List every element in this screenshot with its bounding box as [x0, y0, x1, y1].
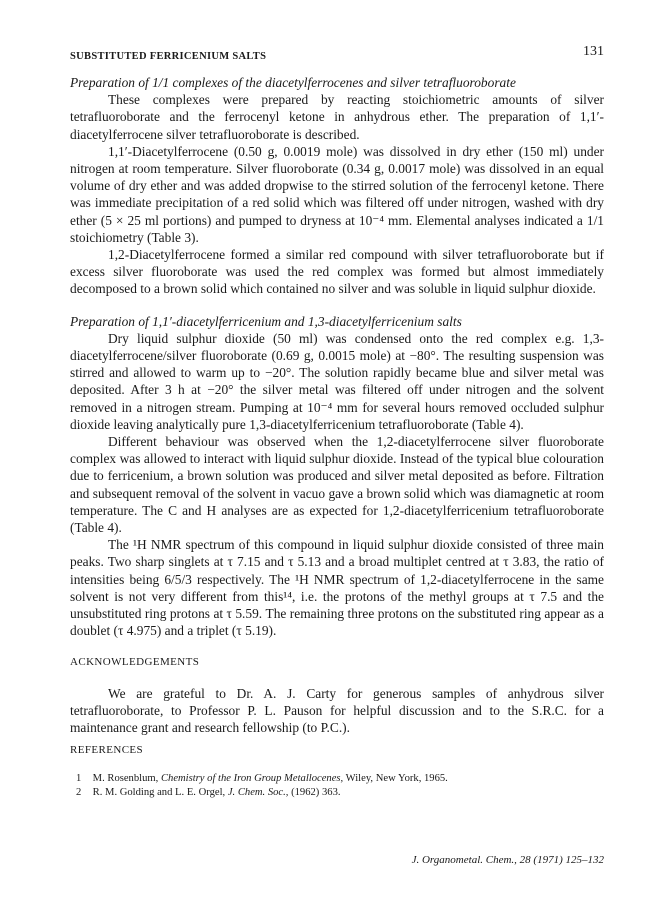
reference-number: 1	[76, 772, 82, 784]
journal-citation: J. Organometal. Chem., 28 (1971) 125–132	[411, 854, 604, 866]
reference-item	[76, 772, 604, 786]
reference-list	[70, 772, 604, 800]
reference-details: (1962) 363.	[291, 786, 341, 798]
page-number: 131	[583, 44, 604, 59]
paragraph: These complexes were prepared by reacting stoichiometric amounts of silver tetrafluoroborate and the ferrocenyl ketone in anhydrous ether. The preparation of 1,1′-diacetylferrocene silver tetrafluoroborate is described.	[70, 92, 604, 142]
reference-number: 2	[76, 786, 82, 798]
section-heading-preparation-complexes: Preparation of 1/1 complexes of the diacetylferrocenes and silver tetrafluoroborate	[70, 75, 516, 90]
references-heading: REFERENCES	[70, 744, 144, 757]
reference-authors: R. M. Golding and L. E. Orgel,	[92, 786, 226, 798]
reference-details: Wiley, New York, 1965.	[345, 772, 448, 784]
reference-title: Chemistry of the Iron Group Metallocenes,	[160, 772, 344, 784]
paragraph: The ¹H NMR spectrum of this compound in liquid sulphur dioxide consisted of three main peaks. Two sharp singlets at τ 7.15 and τ 5.13 and a broad multiplet centred at τ 3.83, the ratio of intensities being 6/5/3 respectively. The ¹H NMR spectrum of 1,2-diacetylferrocene in the same solvent is not very different from this¹⁴, i.e. the protons of the methyl groups at τ 7.5 and the unsubstituted ring protons at τ 5.59. The remaining three protons on the substituted ring appear as a doublet (τ 4.975) and a triplet (τ 5.19).	[70, 537, 604, 639]
paragraph: 1,1′-Diacetylferrocene (0.50 g, 0.0019 mole) was dissolved in dry ether (150 ml) under nitrogen at room temperature. Silver fluoroborate (0.34 g, 0.0017 mole) was dissolved in an equal volume of dry ether and was added dropwise to the stirred solution of the ferrocenyl ketone. There was immediate precipitation of a red solid which was filtered off under nitrogen, washed with dry ether (5 × 25 ml portions) and pumped to dryness at 10⁻⁴ mm. Elemental analyses indicated a 1/1 stoichiometry (Table 3).	[70, 143, 604, 245]
paragraph: Different behaviour was observed when the 1,2-diacetylferrocene silver fluoroborate complex was allowed to interact with liquid sulphur dioxide. Instead of the typical blue colouration due to ferricenium, a brown solution was produced and silver metal deposited as before. Filtration and subsequent removal of the solvent in vacuo gave a brown solid which was diamagnetic at room temperature. The C and H analyses are as expected for 1,2-diacetylferricenium tetrafluoroborate (Table 4).	[70, 434, 604, 536]
running-head	[70, 46, 604, 65]
acknowledgements-text: We are grateful to Dr. A. J. Carty for generous samples of anhydrous silver tetrafluoroborate, to Professor P. L. Pauson for helpful discussion and to the S.R.C. for a maintenance grant and research fellowship (to P.C.).	[70, 685, 604, 736]
reference-title: J. Chem. Soc.,	[227, 786, 289, 798]
reference-item	[76, 786, 604, 800]
body-text	[70, 74, 604, 800]
paragraph: 1,2-Diacetylferrocene formed a similar red compound with silver tetrafluoroborate but if excess silver fluoroborate was used the red complex was formed but almost immediately decomposed to a brown solid which contained no silver and was soluble in liquid sulphur dioxide.	[70, 247, 604, 297]
section-heading-preparation-salts: Preparation of 1,1′-diacetylferricenium and 1,3-diacetylferricenium salts	[70, 313, 462, 329]
running-head-title: SUBSTITUTED FERRICENIUM SALTS	[70, 51, 267, 62]
reference-authors: M. Rosenblum,	[92, 772, 159, 784]
paragraph: Dry liquid sulphur dioxide (50 ml) was condensed onto the red complex e.g. 1,3-diacetylferrocene/silver fluoroborate (0.69 g, 0.0015 mole) at −80°. The resulting suspension was stirred and allowed to warm up to −20°. The solution rapidly became blue and silver metal was deposited. After 3 h at −20° the silver metal was filtered off under nitrogen and the solvent removed in a nitrogen stream. Pumping at 10⁻⁴ mm for several hours removed occluded sulphur dioxide leaving analytically pure 1,3-diacetylferricenium tetrafluoroborate (Table 4).	[70, 330, 604, 432]
acknowledgements-heading: ACKNOWLEDGEMENTS	[70, 655, 200, 668]
